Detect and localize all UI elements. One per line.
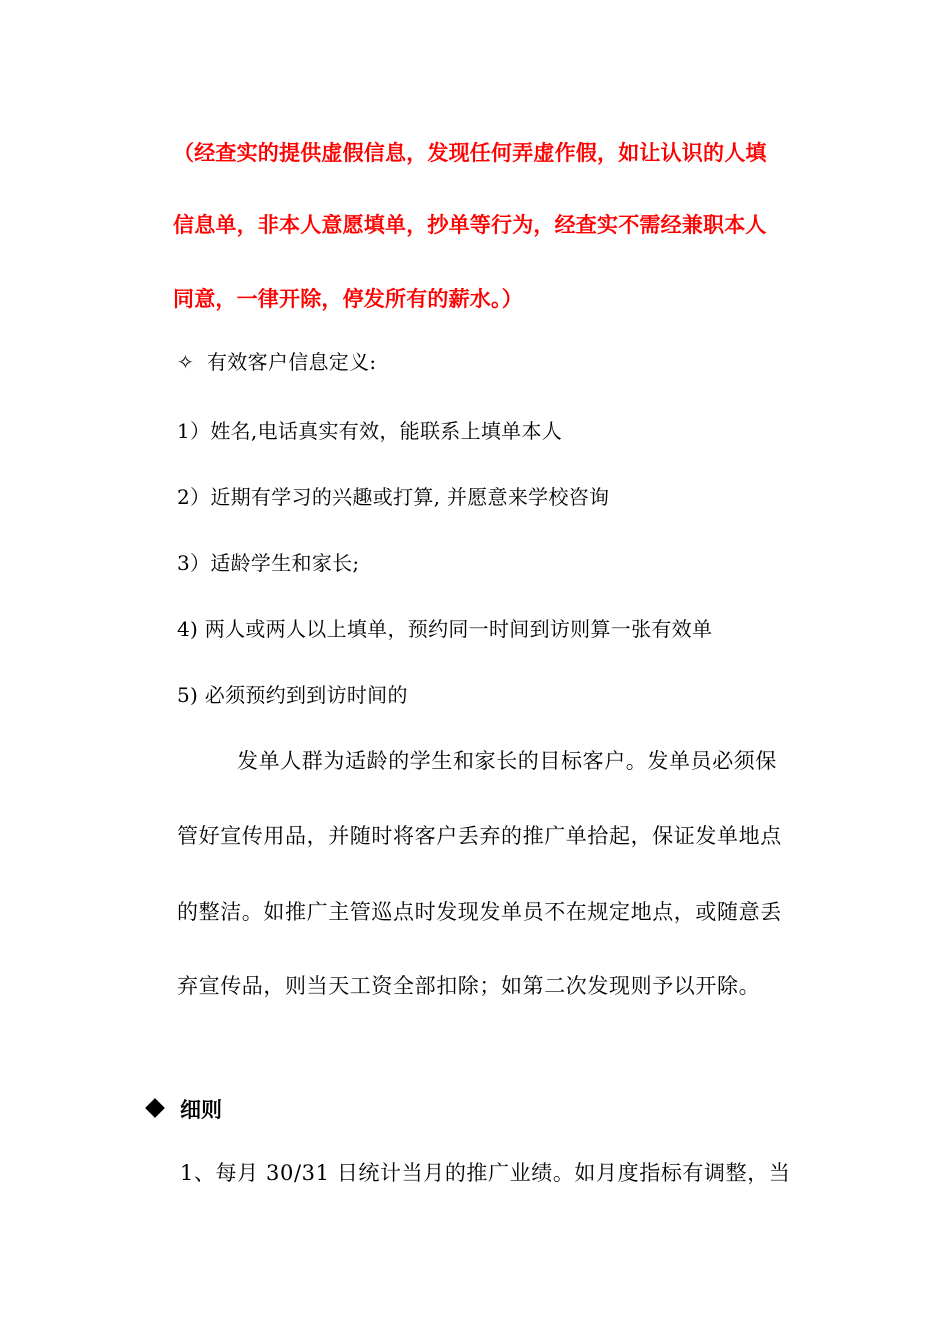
paragraph-line-4: 弃宣传品，则当天工资全部扣除；如第二次发现则予以开除。 (177, 974, 761, 998)
definition-heading-row (177, 352, 376, 372)
warning-line-3: 同意，一律开除，停发所有的薪水。） (173, 287, 523, 311)
details-heading-row (145, 1100, 222, 1121)
definition-item-2: 2）近期有学习的兴趣或打算, 并愿意来学校咨询 (177, 485, 610, 509)
paragraph-line-2: 管好宣传用品，并随时将客户丢弃的推广单拾起，保证发单地点 (177, 824, 782, 848)
definition-item-4: 4) 两人或两人以上填单，预约同一时间到访则算一张有效单 (177, 617, 713, 641)
details-item-1: 1、每月 30/31 日统计当月的推广业绩。如月度指标有调整，当 (180, 1161, 791, 1185)
definition-item-5: 5) 必须预约到到访时间的 (177, 683, 408, 707)
paragraph-line-1: 发单人群为适龄的学生和家长的目标客户。发单员必须保 (237, 749, 777, 773)
diamond-bullet-icon (145, 1098, 165, 1118)
details-heading: 细则 (180, 1098, 222, 1122)
star-bullet-icon: ✧ (177, 350, 195, 374)
warning-line-1: （经查实的提供虚假信息，发现任何弄虚作假，如让认识的人填 (173, 141, 767, 165)
definition-heading: 有效客户信息定义: (207, 350, 377, 374)
paragraph-line-3: 的整洁。如推广主管巡点时发现发单员不在规定地点，或随意丢 (177, 900, 782, 924)
definition-item-3: 3）适龄学生和家长; (177, 551, 360, 575)
definition-item-1: 1）姓名,电话真实有效，能联系上填单本人 (177, 419, 563, 443)
warning-line-2: 信息单，非本人意愿填单，抄单等行为，经查实不需经兼职本人 (173, 213, 767, 237)
